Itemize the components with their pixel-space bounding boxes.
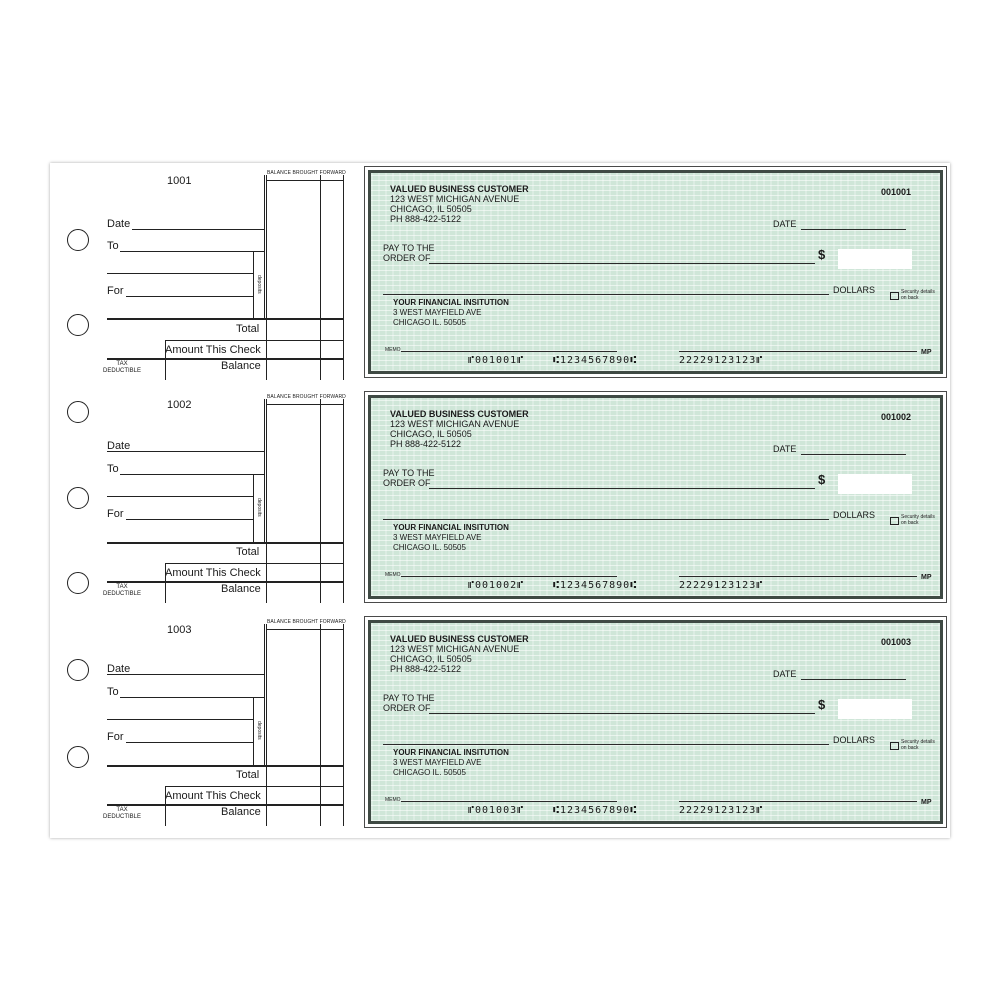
check-face: [368, 170, 943, 374]
micr-account: 22229123123⑈: [679, 580, 764, 591]
security-note: Security details on back: [901, 514, 935, 526]
written-amount-line[interactable]: [383, 294, 829, 295]
balance-brought-forward-label: BALANCE BROUGHT FORWARD: [267, 619, 346, 625]
check-stub: [50, 163, 356, 387]
for-label: For: [107, 285, 124, 297]
customer-phone: PH 888-422-5122: [390, 664, 462, 674]
customer-name: VALUED BUSINESS CUSTOMER: [390, 634, 529, 644]
balance-label: Balance: [221, 806, 261, 818]
check-date-label: DATE: [773, 219, 797, 229]
balance-label: Balance: [221, 360, 261, 372]
to-label: To: [107, 240, 119, 252]
binder-hole: [67, 229, 89, 251]
dollar-sign: $: [818, 472, 826, 487]
bank-name: YOUR FINANCIAL INSITUTION: [393, 298, 509, 307]
deposits-label: deposits: [256, 275, 262, 294]
customer-address: 123 WEST MICHIGAN AVENUE: [390, 194, 520, 204]
customer-city: CHICAGO, IL 50505: [390, 654, 472, 664]
written-amount-line[interactable]: [383, 744, 829, 745]
total-label: Total: [236, 546, 260, 558]
tax-deductible-label: TAX DEDUCTIBLE: [102, 807, 141, 820]
micr-account: 22229123123⑈: [679, 355, 764, 366]
amount-this-check-label: Amount This Check: [165, 567, 261, 579]
memo-label: MEMO: [385, 572, 401, 578]
customer-phone: PH 888-422-5122: [390, 214, 462, 224]
binder-hole: [67, 401, 89, 423]
bank-city: CHICAGO IL. 50505: [393, 768, 466, 777]
check-stub: [50, 612, 356, 836]
date-label: Date: [107, 440, 131, 452]
written-amount-line[interactable]: [383, 519, 829, 520]
stub-number: 1002: [167, 399, 192, 411]
check-date-label: DATE: [773, 669, 797, 679]
memo-label: MEMO: [385, 347, 401, 353]
security-note: Security details on back: [901, 289, 935, 301]
date-label: Date: [107, 218, 131, 230]
customer-address: 123 WEST MICHIGAN AVENUE: [390, 644, 520, 654]
date-label: Date: [107, 663, 131, 675]
signature-line[interactable]: [679, 801, 917, 802]
customer-address: 123 WEST MICHIGAN AVENUE: [390, 419, 520, 429]
customer-city: CHICAGO, IL 50505: [390, 429, 472, 439]
customer-name: VALUED BUSINESS CUSTOMER: [390, 409, 529, 419]
memo-line[interactable]: [401, 351, 617, 352]
balance-label: Balance: [221, 583, 261, 595]
check-number: 001001: [881, 187, 912, 197]
check-number: 001002: [881, 412, 912, 422]
micr-check-number: ⑈001003⑈: [468, 805, 525, 816]
binder-hole: [67, 314, 89, 336]
mp-mark: MP: [921, 574, 932, 581]
bank-name: YOUR FINANCIAL INSITUTION: [393, 748, 509, 757]
customer-city: CHICAGO, IL 50505: [390, 204, 472, 214]
bank-name: YOUR FINANCIAL INSITUTION: [393, 523, 509, 532]
bank-city: CHICAGO IL. 50505: [393, 318, 466, 327]
check-face: [368, 620, 943, 824]
for-label: For: [107, 508, 124, 520]
tax-deductible-label: TAX DEDUCTIBLE: [102, 584, 141, 597]
dollars-label: DOLLARS: [833, 735, 876, 745]
pay-to-label-line1: PAY TO THE: [383, 468, 435, 478]
check-sheet: [50, 163, 950, 838]
lock-icon: [890, 292, 899, 300]
check: [364, 391, 947, 603]
check-face: [368, 395, 943, 599]
memo-label: MEMO: [385, 797, 401, 803]
micr-routing: ⑆1234567890⑆: [553, 355, 638, 366]
amount-this-check-label: Amount This Check: [165, 344, 261, 356]
mp-mark: MP: [921, 799, 932, 806]
payee-line[interactable]: [429, 263, 815, 264]
check-date-label: DATE: [773, 444, 797, 454]
amount-box[interactable]: [838, 474, 912, 494]
memo-line[interactable]: [401, 801, 617, 802]
binder-hole: [67, 572, 89, 594]
binder-hole: [67, 659, 89, 681]
amount-box[interactable]: [838, 699, 912, 719]
bank-address: 3 WEST MAYFIELD AVE: [393, 533, 482, 542]
deposits-label: deposits: [256, 721, 262, 740]
dollars-label: DOLLARS: [833, 285, 876, 295]
bank-address: 3 WEST MAYFIELD AVE: [393, 758, 482, 767]
pay-to-label-line1: PAY TO THE: [383, 693, 435, 703]
micr-check-number: ⑈001002⑈: [468, 580, 525, 591]
balance-brought-forward-label: BALANCE BROUGHT FORWARD: [267, 170, 346, 176]
tax-deductible-label: TAX DEDUCTIBLE: [102, 361, 141, 374]
signature-line[interactable]: [679, 351, 917, 352]
security-note: Security details on back: [901, 739, 935, 751]
stub-number: 1001: [167, 175, 192, 187]
binder-hole: [67, 746, 89, 768]
bank-address: 3 WEST MAYFIELD AVE: [393, 308, 482, 317]
micr-check-number: ⑈001001⑈: [468, 355, 525, 366]
payee-line[interactable]: [429, 488, 815, 489]
payee-line[interactable]: [429, 713, 815, 714]
pay-to-label-line1: PAY TO THE: [383, 243, 435, 253]
check: [364, 166, 947, 378]
customer-name: VALUED BUSINESS CUSTOMER: [390, 184, 529, 194]
customer-phone: PH 888-422-5122: [390, 439, 462, 449]
to-label: To: [107, 463, 119, 475]
check: [364, 616, 947, 828]
dollars-label: DOLLARS: [833, 510, 876, 520]
pay-to-label-line2: ORDER OF: [383, 478, 431, 488]
mp-mark: MP: [921, 349, 932, 356]
micr-routing: ⑆1234567890⑆: [553, 580, 638, 591]
total-label: Total: [236, 769, 260, 781]
amount-this-check-label: Amount This Check: [165, 790, 261, 802]
balance-brought-forward-label: BALANCE BROUGHT FORWARD: [267, 394, 346, 400]
deposits-label: deposits: [256, 498, 262, 517]
amount-box[interactable]: [838, 249, 912, 269]
for-label: For: [107, 731, 124, 743]
check-number: 001003: [881, 637, 912, 647]
lock-icon: [890, 742, 899, 750]
total-label: Total: [236, 323, 260, 335]
dollar-sign: $: [818, 247, 826, 262]
pay-to-label-line2: ORDER OF: [383, 253, 431, 263]
micr-account: 22229123123⑈: [679, 805, 764, 816]
binder-hole: [67, 487, 89, 509]
to-label: To: [107, 686, 119, 698]
check-stub: [50, 387, 356, 611]
micr-routing: ⑆1234567890⑆: [553, 805, 638, 816]
stub-number: 1003: [167, 624, 192, 636]
dollar-sign: $: [818, 697, 826, 712]
signature-line[interactable]: [679, 576, 917, 577]
bank-city: CHICAGO IL. 50505: [393, 543, 466, 552]
lock-icon: [890, 517, 899, 525]
pay-to-label-line2: ORDER OF: [383, 703, 431, 713]
memo-line[interactable]: [401, 576, 617, 577]
